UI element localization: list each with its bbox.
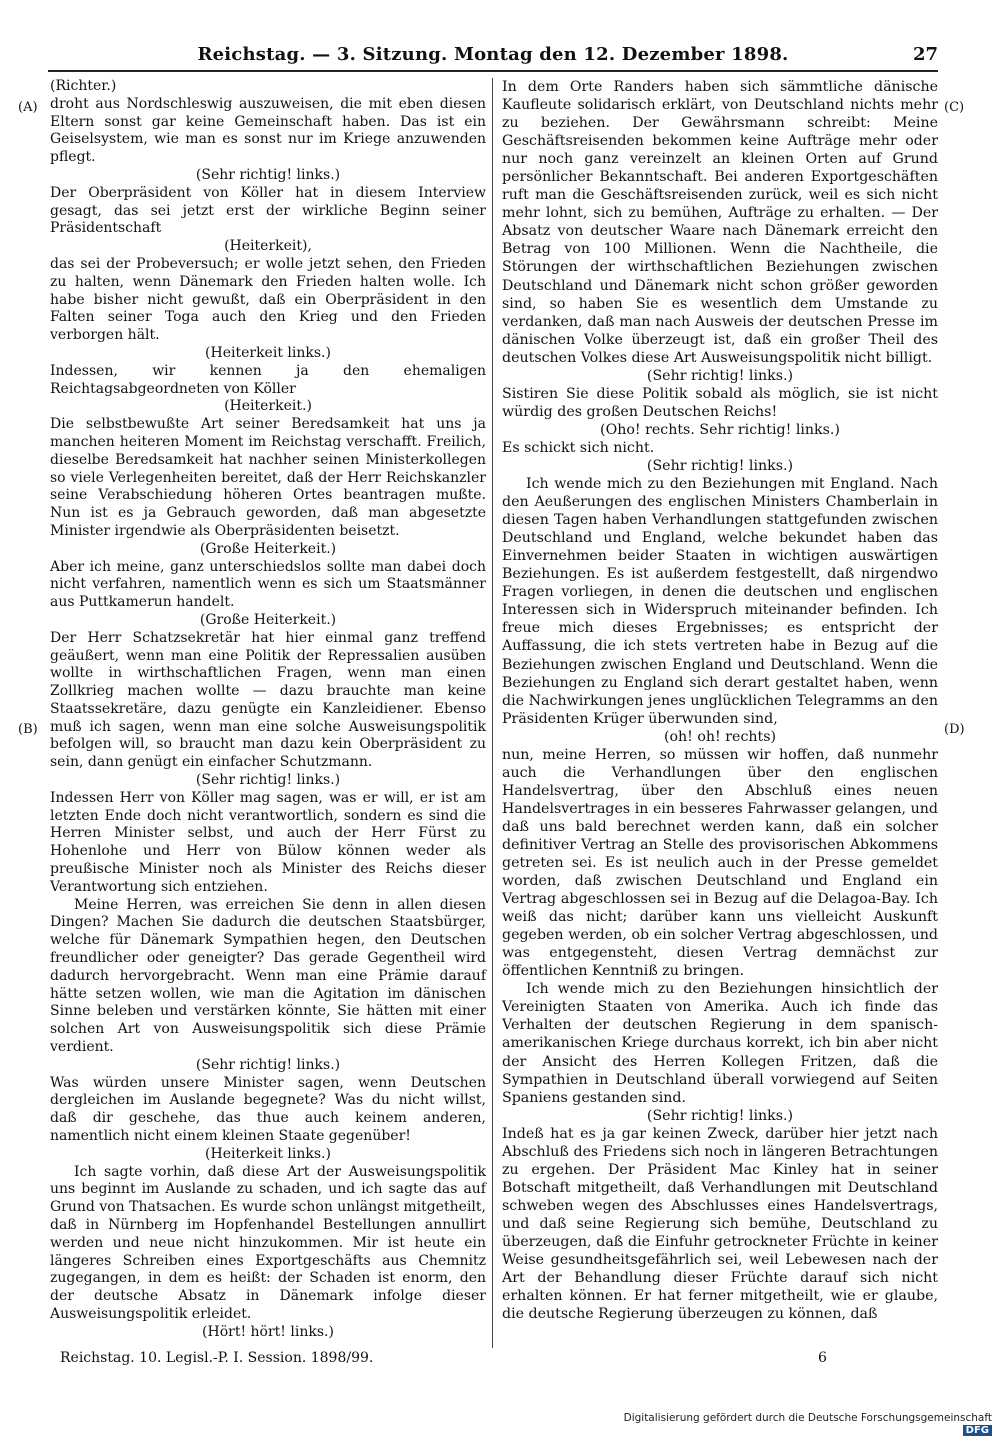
- paragraph: Meine Herren, was erreichen Sie denn in allen diesen Dingen? Machen Sie dadurch die deutschen Staatsbürger, welche für Dänemark Sympathien hegen, den Deutschen freundlicher oder geneigter? Das gerade Gegentheil wird dadurch hervorgebracht. Wenn man eine Prämie darauf hätte setzen wollen, wie man die Agitation im dänischen Sinne beleben und verstärken könnte, Sie hätten mit einer solchen Art von Ausweisungspolitik sich diese Prämie verdient.: [50, 896, 486, 1056]
- left-text-column: [50, 78, 486, 1342]
- paragraph: (Richter.): [50, 78, 117, 94]
- interjection: (Heiterkeit links.): [205, 1145, 331, 1162]
- interjection: (Sehr richtig! links.): [646, 1107, 794, 1124]
- interjection: (Heiterkeit.): [224, 398, 312, 415]
- paragraph: Es schickt sich nicht.: [502, 439, 655, 456]
- interjection: (Sehr richtig! links.): [195, 1056, 341, 1073]
- interjection: (Hört! hört! links.): [202, 1323, 334, 1340]
- paragraph: droht aus Nordschleswig auszuweisen, die mit eben diesen Eltern sonst gar keine Gemeinschaft haben. Das ist ein Geiselsystem, wie man es sonst nur im Kriege anzuwenden pflegt.: [50, 95, 486, 166]
- column-divider: [492, 78, 493, 1348]
- margin-marker-c: (C): [944, 100, 965, 115]
- paragraph: nun, meine Herren, so müssen wir hoffen, daß nunmehr auch die Verhandlungen über den englischen Handelsvertrag, über den Abschluß eines neuen Handelsvertrages in ein besseres Fahrwasser gelangen, und daß uns bald berechnet werden kann, daß ein solcher definitiver Vertrag an Stelle des provisorischen Abkommens getreten sei. Es ist neulich auch in der Presse gemeldet worden, daß zwischen Deutschland und England ein Vertrag abgeschlossen sei in Bezug auf die Delagoa-Bay. Ich weiß das nicht; darüber kann uns vielleicht Auskunft gegeben werden, ob ein solcher Vertrag abgeschlossen, und was entgegensteht, diesen Vertrag demnächst zur öffentlichen Kenntniß zu bringen.: [502, 746, 938, 980]
- right-text-column: [502, 78, 938, 1323]
- paragraph: Die selbstbewußte Art seiner Beredsamkeit hat uns ja manchen heiteren Moment im Reichstag verschafft. Freilich, dieselbe Beredsamkeit hat nachher seinen Ministerkollegen so viele Verlegenheiten bereitet, daß der Herr Reichskanzler seine Verabschiedung höheren Ortes beantragen mußte. Nun ist es ja Gebrauch geworden, daß man abgesetzte Minister irgendwie als Oberpräsidenten beisetzt.: [50, 416, 486, 539]
- header-rule: [48, 70, 938, 72]
- paragraph: Ich wende mich zu den Beziehungen hinsichtlich der Vereinigten Staaten von Amerika. Auch ich finde das Verhalten der deutschen Regierung in dem spanisch-amerikanischen Kriege durchaus korrekt, ich bin aber nicht der Ansicht des Herren Kollegen Fritzen, daß die Sympathien in Deutschland überall vorwiegend auf Seiten Spaniens gestanden sind.: [502, 981, 938, 1106]
- interjection: (Heiterkeit links.): [205, 344, 331, 361]
- paragraph: Indessen Herr von Köller mag sagen, was er will, er ist am letzten Ende doch nicht verantwortlich, sondern es sind die Herren Minister selbst, und auch der Herr Fürst zu Hohenlohe und Herr von Bülow können weder als preußische Minister noch als Minister des Reichs dieser Verantwortung sich entziehen.: [50, 789, 486, 895]
- margin-marker-b: (B): [18, 722, 38, 737]
- interjection: (oh! oh! rechts): [663, 728, 777, 745]
- paragraph: In dem Orte Randers haben sich sämmtliche dänische Kaufleute solidarisch erklärt, von Deutschland nichts mehr zu beziehen. Der Gewährsmann schreibt: Meine Geschäftsreisenden bekommen keine Aufträge mehr oder nur noch ganz vereinzelt an kleinen Orten auf Grund persönlicher Bekanntschaft. Bei anderen Exportgeschäften ruft man die Geschäftsreisenden zurück, weil es sich nicht mehr lohnt, sich zu bemühen, Aufträge zu erhalten. — Der Absatz von deutscher Waare nach Dänemark erreicht den Betrag von 100 Millionen. Wenn die Nachtheile, die Störungen der wirthschaftlichen Beziehungen zwischen Deutschland und Dänemark nicht schon größer geworden sind, so haben Sie es wesentlich dem Umstande zu verdanken, daß man nach Ausweis der deutschen Presse im dänischen Volke überzeugt ist, daß ein großer Theil des deutschen Volkes diese Art Ausweisungspolitik nicht billigt.: [502, 79, 938, 366]
- paragraph: Ich wende mich zu den Beziehungen mit England. Nach den Aeußerungen des englischen Ministers Chamberlain in diesen Tagen haben Verhandlungen stattgefunden zwischen Deutschland und England, welche bekundet haben das Einvernehmen beider Staaten in wichtigen auswärtigen Beziehungen. Es ist außerdem festgestellt, daß nirgendwo Fragen vorliegen, in denen die deutschen und englischen Interessen sich in Widerspruch miteinander befinden. Ich freue mich dieses Ergebnisses; es entspricht der Auffassung, die ich stets vertreten habe in Bezug auf die Beziehungen zwischen England und Deutschland. Wenn die Beziehungen zu England sich derart gestaltet haben, wenn die Nachwirkungen jenes unglücklichen Telegramms an den Präsidenten Krüger überwunden sind,: [502, 476, 938, 727]
- page-header: [48, 44, 938, 68]
- paragraph: das sei der Probeversuch; er wolle jetzt sehen, den Frieden zu halten, wenn Dänemark den Frieden halten wolle. Ich habe bisher nicht gewußt, daß ein Oberpräsident in den Falten seiner Toga auch den Krieg und den Frieden verborgen hält.: [50, 255, 486, 344]
- interjection: (Sehr richtig! links.): [195, 166, 341, 183]
- paragraph: Der Herr Schatzsekretär hat hier einmal ganz treffend geäußert, wenn man eine Politik der Repressalien ausüben wollte in wirthschaftlichen Fragen, wenn man einen Zollkrieg machen wollte — dazu brauchte man keine Staatssekretäre, dazu genügte ein Kanzleidiener. Ebenso muß ich sagen, wenn man eine solche Ausweisungspolitik befolgen will, so braucht man dazu kein Oberpräsident zu sein, dann genügt ein einfacher Schutzmann.: [50, 629, 486, 771]
- margin-marker-d: (D): [944, 722, 965, 737]
- interjection: (Sehr richtig! links.): [646, 457, 794, 474]
- footer-signature: 6: [818, 1350, 827, 1366]
- paragraph: Der Oberpräsident von Köller hat in diesem Interview gesagt, das sei jetzt erst der wirkliche Beginn seiner Präsidentschaft: [50, 184, 486, 237]
- interjection: (Sehr richtig! links.): [195, 772, 341, 789]
- margin-marker-a: (A): [18, 100, 38, 115]
- page-number: 27: [912, 44, 938, 65]
- dfg-logo: DFG: [963, 1425, 992, 1436]
- interjection: (Heiterkeit),: [224, 238, 312, 255]
- paragraph: Indeß hat es ja gar keinen Zweck, darüber hier jetzt nach Abschluß des Friedens sich noch in längeren Betrachtungen zu ergehen. Der Präsident Mac Kinley hat in seiner Botschaft mitgetheilt, daß Verhandlungen mit Deutschland schweben wegen des Abschlusses eines Handelsvertrags, und daß seine Regierung sich bemühe, Deutschland zu überzeugen, daß die Einfuhr getrockneter Früchte in keiner Weise gesundheitsgefährlich sei, weil Lebewesen nach der Art der Behandlung dieser Früchte darauf sich nicht erhalten können. Er hat ferner mitgetheilt, wie er glaube, die deutsche Regierung überzeugen zu können, daß: [502, 1125, 938, 1323]
- running-head: Reichstag. — 3. Sitzung. Montag den 12. Dezember 1898.: [197, 44, 789, 65]
- paragraph: Was würden unsere Minister sagen, wenn Deutschen dergleichen im Auslande begegnete? Was du nicht willst, daß dir geschehe, das thue auch keinem anderen, namentlich nicht einem kleinen Staate gegenüber!: [50, 1074, 486, 1145]
- interjection: (Oho! rechts. Sehr richtig! links.): [600, 421, 840, 438]
- dfg-credit: [600, 1412, 992, 1436]
- interjection: (Sehr richtig! links.): [646, 367, 794, 384]
- interjection: (Große Heiterkeit.): [199, 611, 337, 628]
- dfg-credit-text: Digitalisierung gefördert durch die Deutsche Forschungsgemeinschaft: [623, 1412, 992, 1424]
- paragraph: Indessen, wir kennen ja den ehemaligen Reichtagsabgeordneten von Köller: [50, 362, 486, 397]
- footer-session-info: Reichstag. 10. Legisl.-P. I. Session. 1898/99.: [60, 1350, 374, 1366]
- paragraph: Sistiren Sie diese Politik sobald als möglich, sie ist nicht würdig des großen Deutschen Reichs!: [502, 385, 938, 420]
- interjection: (Große Heiterkeit.): [199, 540, 337, 557]
- paragraph: Ich sagte vorhin, daß diese Art der Ausweisungspolitik uns beginnt im Auslande zu schaden, und ich sagte das auf Grund von Thatsachen. Es wurde schon unlängst mitgetheilt, daß in Nürnberg im Hopfenhandel Bestellungen annullirt werden und neue nicht hinzukommen. Mir ist heute ein längeres Schreiben eines Exportgeschäfts aus Chemnitz zugegangen, in dem es heißt: der Schaden ist enorm, den der deutsche Absatz in Dänemark infolge dieser Ausweisungspolitik erleidet.: [50, 1163, 486, 1322]
- paragraph: Aber ich meine, ganz unterschiedslos sollte man dabei doch nicht verfahren, namentlich wenn es sich um Staatsmänner aus Puttkamerun handelt.: [50, 558, 486, 611]
